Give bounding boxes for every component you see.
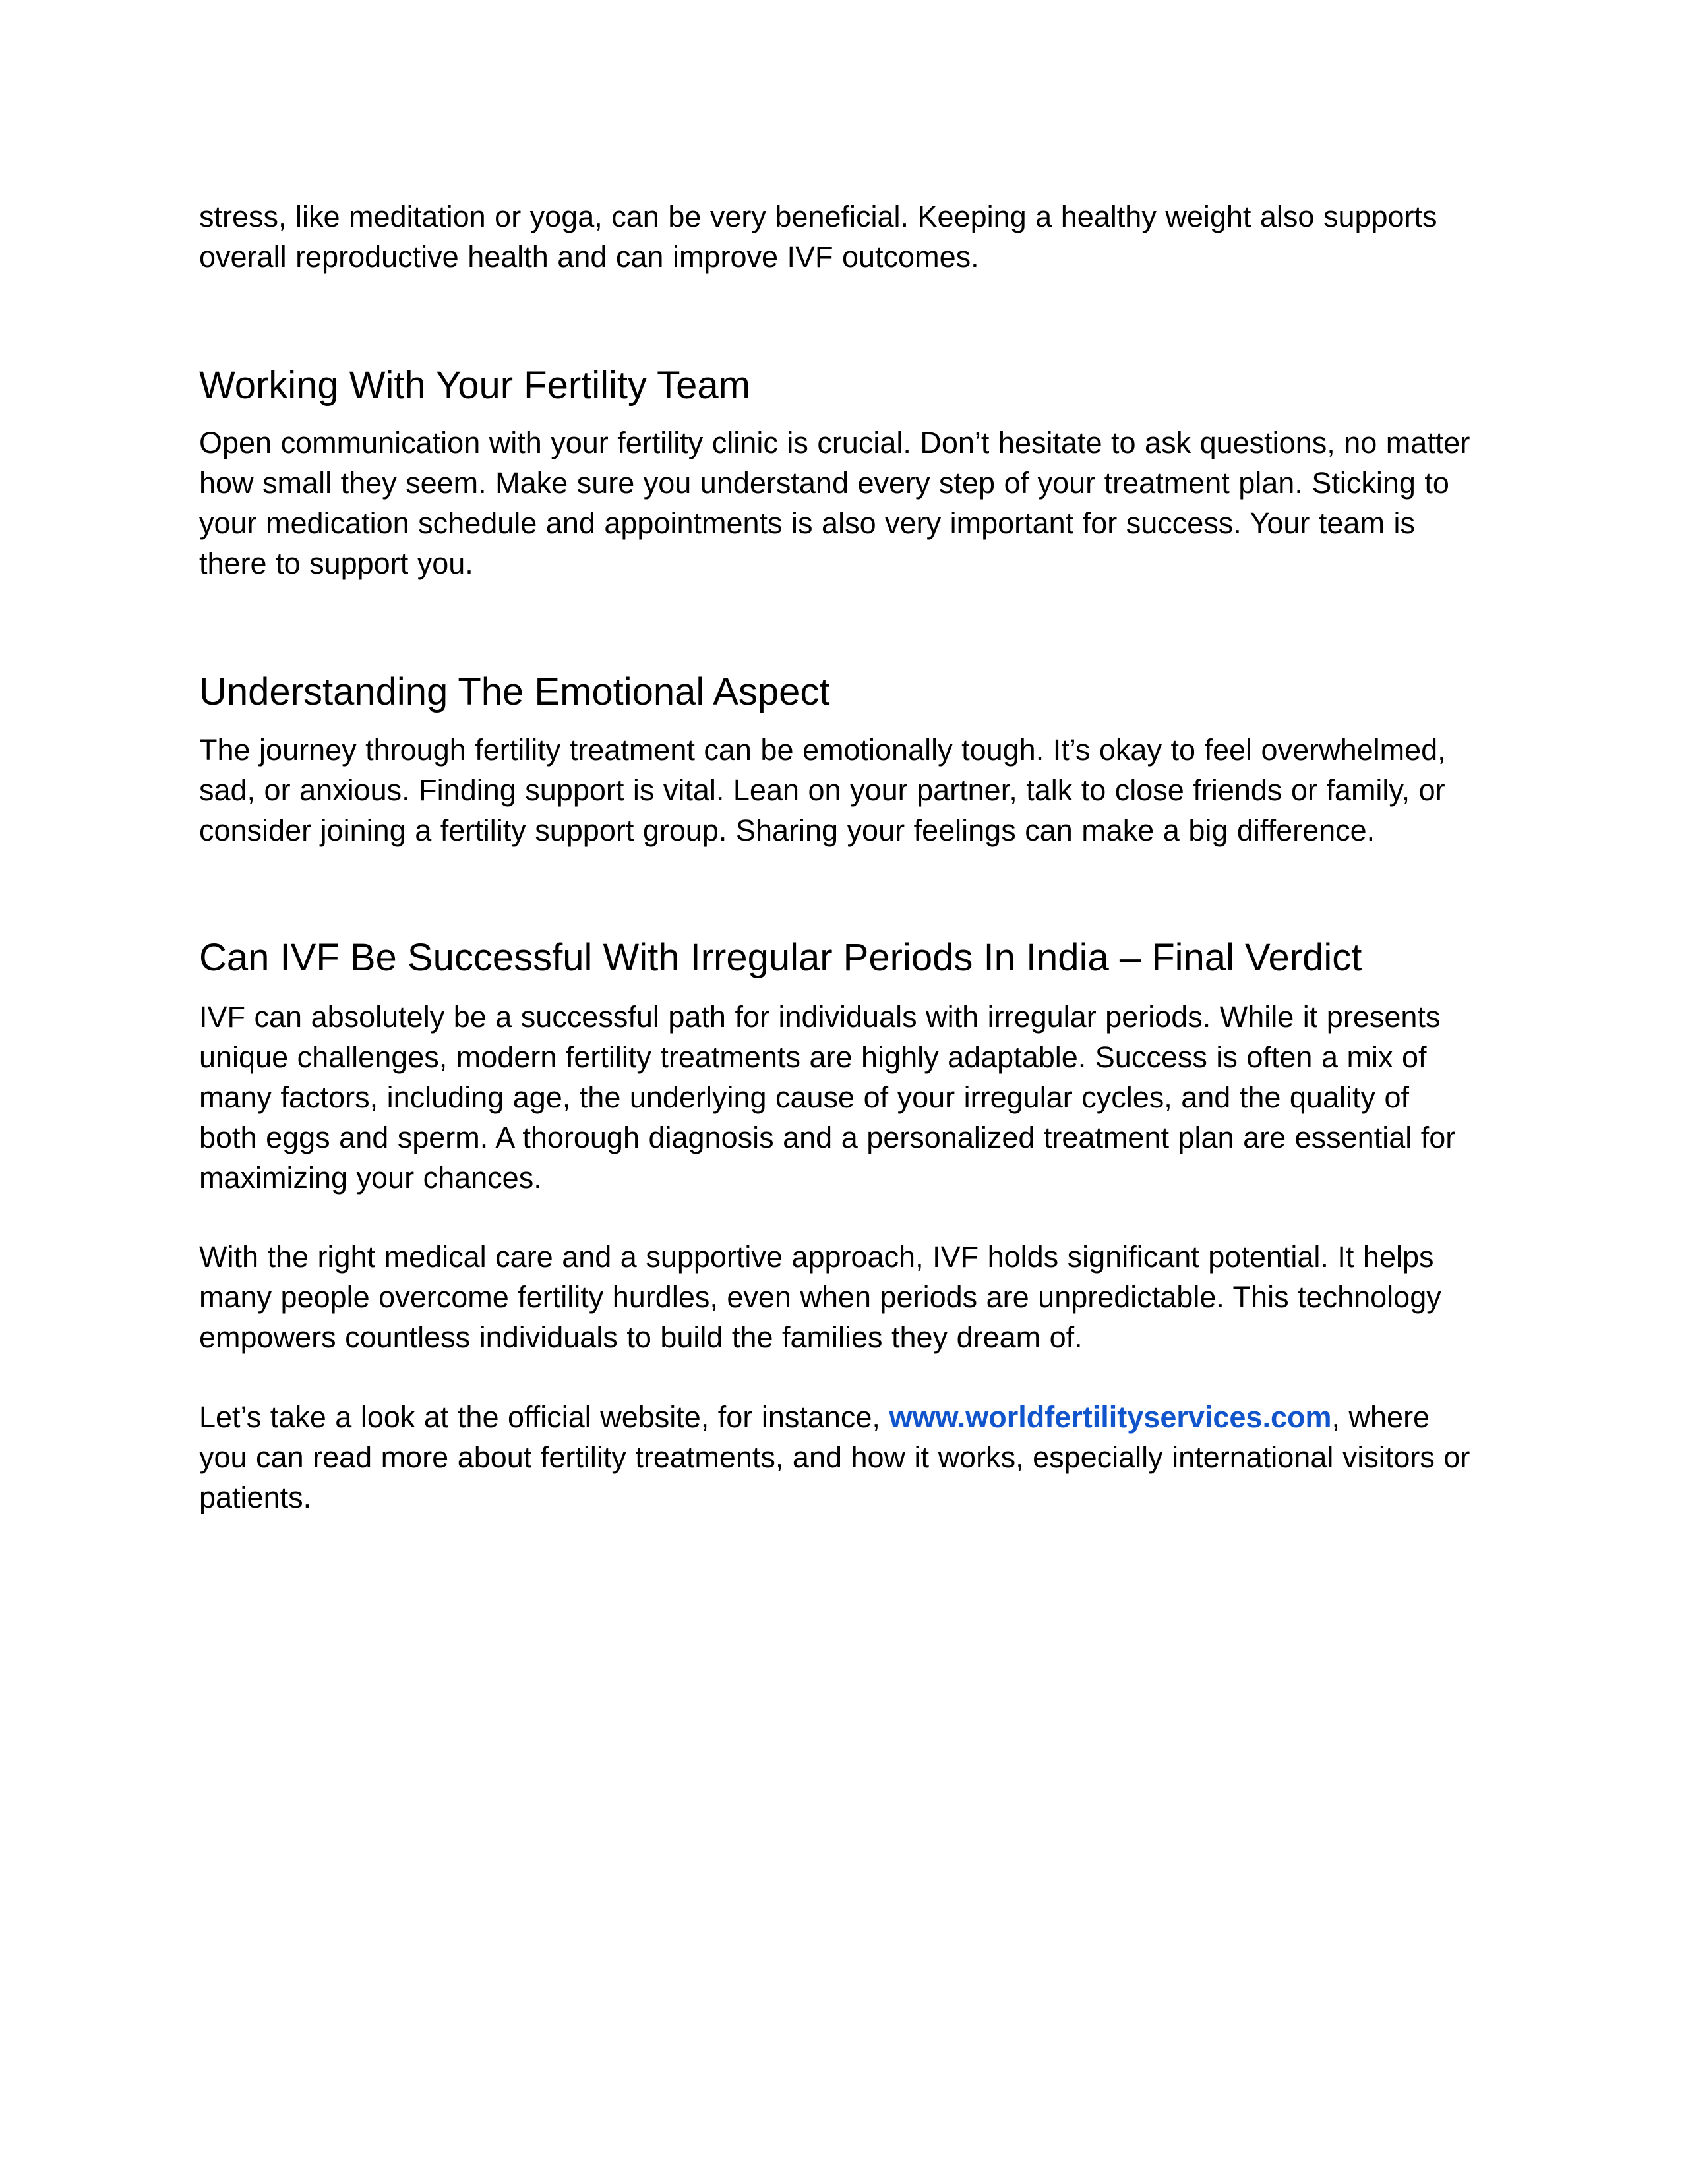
text-before-link: Let’s take a look at the official website, for instance, — [199, 1400, 889, 1434]
section-paragraph — [199, 423, 1518, 583]
paragraph-line: stress, like meditation or yoga, can be very beneficial. Keeping a healthy weight also supports — [199, 200, 1437, 233]
paragraph-line: maximizing your chances. — [199, 1161, 542, 1195]
paragraph-line: many factors, including age, the underlying cause of your irregular cycles, and the quality of — [199, 1080, 1410, 1114]
paragraph-line: how small they seem. Make sure you understand every step of your treatment plan. Sticking to — [199, 466, 1449, 500]
website-link[interactable]: www.worldfertilityservices.com — [889, 1400, 1332, 1434]
section-heading-final-verdict: Can IVF Be Successful With Irregular Periods In India – Final Verdict — [199, 936, 1362, 979]
paragraph-line: both eggs and sperm. A thorough diagnosis and a personalized treatment plan are essential for — [199, 1121, 1456, 1154]
paragraph-line: there to support you. — [199, 546, 473, 580]
paragraph-line: empowers countless individuals to build the families they dream of. — [199, 1320, 1083, 1354]
paragraph-line: your medication schedule and appointments is also very important for success. Your team is — [199, 506, 1415, 540]
section-paragraph — [199, 730, 1518, 850]
paragraph-line: many people overcome fertility hurdles, even when periods are unpredictable. This technology — [199, 1280, 1441, 1314]
paragraph-line — [199, 1397, 1518, 1437]
section-paragraph — [199, 997, 1518, 1198]
paragraph-line: patients. — [199, 1481, 312, 1514]
paragraph-line: The journey through fertility treatment can be emotionally tough. It’s okay to feel overwhelmed, — [199, 733, 1446, 767]
paragraph-line: With the right medical care and a supportive approach, IVF holds significant potential. It helps — [199, 1240, 1434, 1274]
paragraph-line: consider joining a fertility support group. Sharing your feelings can make a big difference. — [199, 813, 1375, 847]
paragraph-line: Open communication with your fertility clinic is crucial. Don’t hesitate to ask questions, no matter — [199, 426, 1470, 459]
paragraph-line: sad, or anxious. Finding support is vital. Lean on your partner, talk to close friends or family, or — [199, 773, 1445, 807]
section-paragraph — [199, 1237, 1518, 1357]
paragraph-line: you can read more about fertility treatments, and how it works, especially international visitors or — [199, 1440, 1470, 1474]
section-heading-fertility-team: Working With Your Fertility Team — [199, 364, 750, 407]
paragraph-line: overall reproductive health and can improve IVF outcomes. — [199, 240, 979, 274]
paragraph-line: unique challenges, modern fertility treatments are highly adaptable. Success is often a mix of — [199, 1040, 1427, 1074]
paragraph-line: IVF can absolutely be a successful path for individuals with irregular periods. While it presents — [199, 1000, 1441, 1034]
text-after-link: , where — [1331, 1400, 1430, 1434]
section-heading-emotional-aspect: Understanding The Emotional Aspect — [199, 670, 830, 713]
website-paragraph — [199, 1397, 1518, 1518]
intro-paragraph — [199, 196, 1518, 277]
